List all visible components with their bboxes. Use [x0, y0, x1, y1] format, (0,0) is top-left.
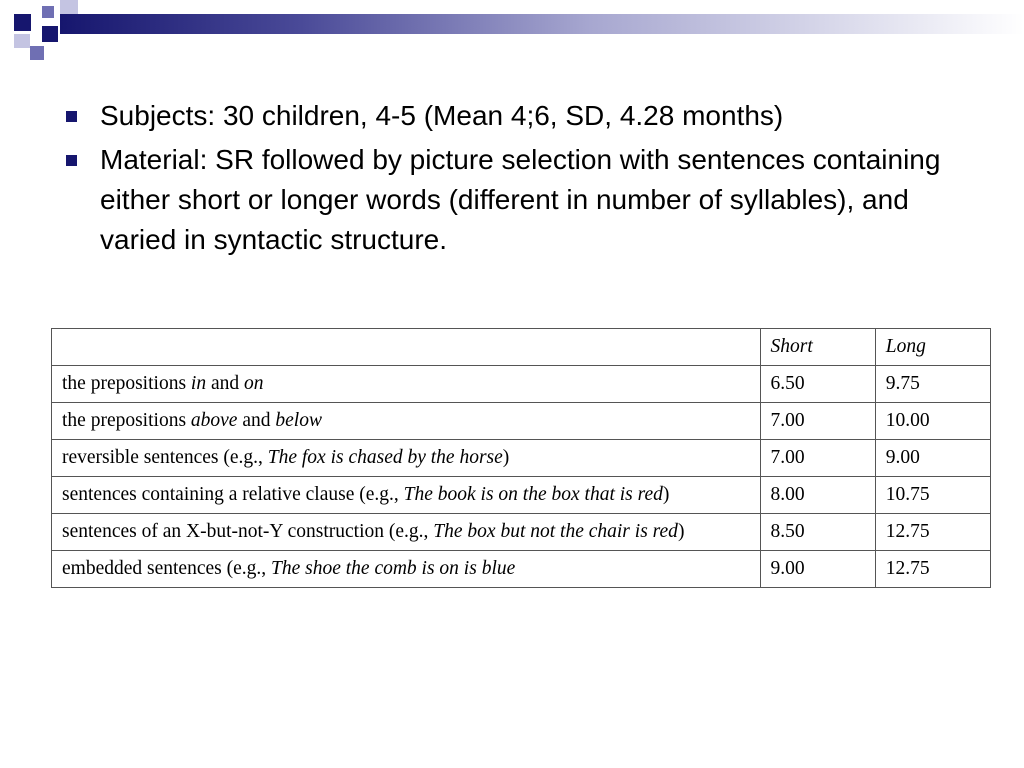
slide-body	[60, 96, 980, 264]
short-value: 6.50	[760, 366, 875, 403]
results-table	[51, 328, 991, 588]
table-row	[52, 514, 991, 551]
square-bullet-icon	[66, 111, 77, 122]
table-row	[52, 440, 991, 477]
header-gradient-bar	[60, 14, 1024, 34]
bullet-list	[60, 96, 980, 260]
bullet-text: Subjects: 30 children, 4-5 (Mean 4;6, SD, 4.28 months)	[100, 100, 784, 131]
short-value: 7.00	[760, 403, 875, 440]
row-label: sentences of an X-but-not-Y construction (e.g., The box but not the chair is red)	[52, 514, 761, 551]
long-value: 10.00	[875, 403, 990, 440]
header-square-light	[60, 0, 78, 14]
short-value: 8.00	[760, 477, 875, 514]
bullet-item	[60, 96, 980, 136]
header-cell-long: Long	[875, 329, 990, 366]
row-label: the prepositions above and below	[52, 403, 761, 440]
row-label: sentences containing a relative clause (e.g., The book is on the box that is red)	[52, 477, 761, 514]
table-row	[52, 403, 991, 440]
header-cell-short: Short	[760, 329, 875, 366]
long-value: 9.75	[875, 366, 990, 403]
row-label: embedded sentences (e.g., The shoe the comb is on is blue	[52, 551, 761, 588]
long-value: 12.75	[875, 514, 990, 551]
row-label: the prepositions in and on	[52, 366, 761, 403]
header-square-dark-2	[42, 26, 58, 42]
header-square-mid-2	[30, 46, 44, 60]
header-cell-empty	[52, 329, 761, 366]
table-row	[52, 366, 991, 403]
square-bullet-icon	[66, 155, 77, 166]
header-square-dark	[14, 14, 31, 31]
short-value: 9.00	[760, 551, 875, 588]
header-square-light-2	[14, 34, 30, 48]
table-row	[52, 477, 991, 514]
short-value: 8.50	[760, 514, 875, 551]
long-value: 12.75	[875, 551, 990, 588]
bullet-item	[60, 140, 980, 260]
table-header-row	[52, 329, 991, 366]
bullet-text: Material: SR followed by picture selection with sentences containing either short or longer words (different in number of syllables), and varied in syntactic structure.	[100, 144, 941, 255]
short-value: 7.00	[760, 440, 875, 477]
long-value: 10.75	[875, 477, 990, 514]
long-value: 9.00	[875, 440, 990, 477]
table-row	[52, 551, 991, 588]
row-label: reversible sentences (e.g., The fox is chased by the horse)	[52, 440, 761, 477]
header-square-mid	[42, 6, 54, 18]
